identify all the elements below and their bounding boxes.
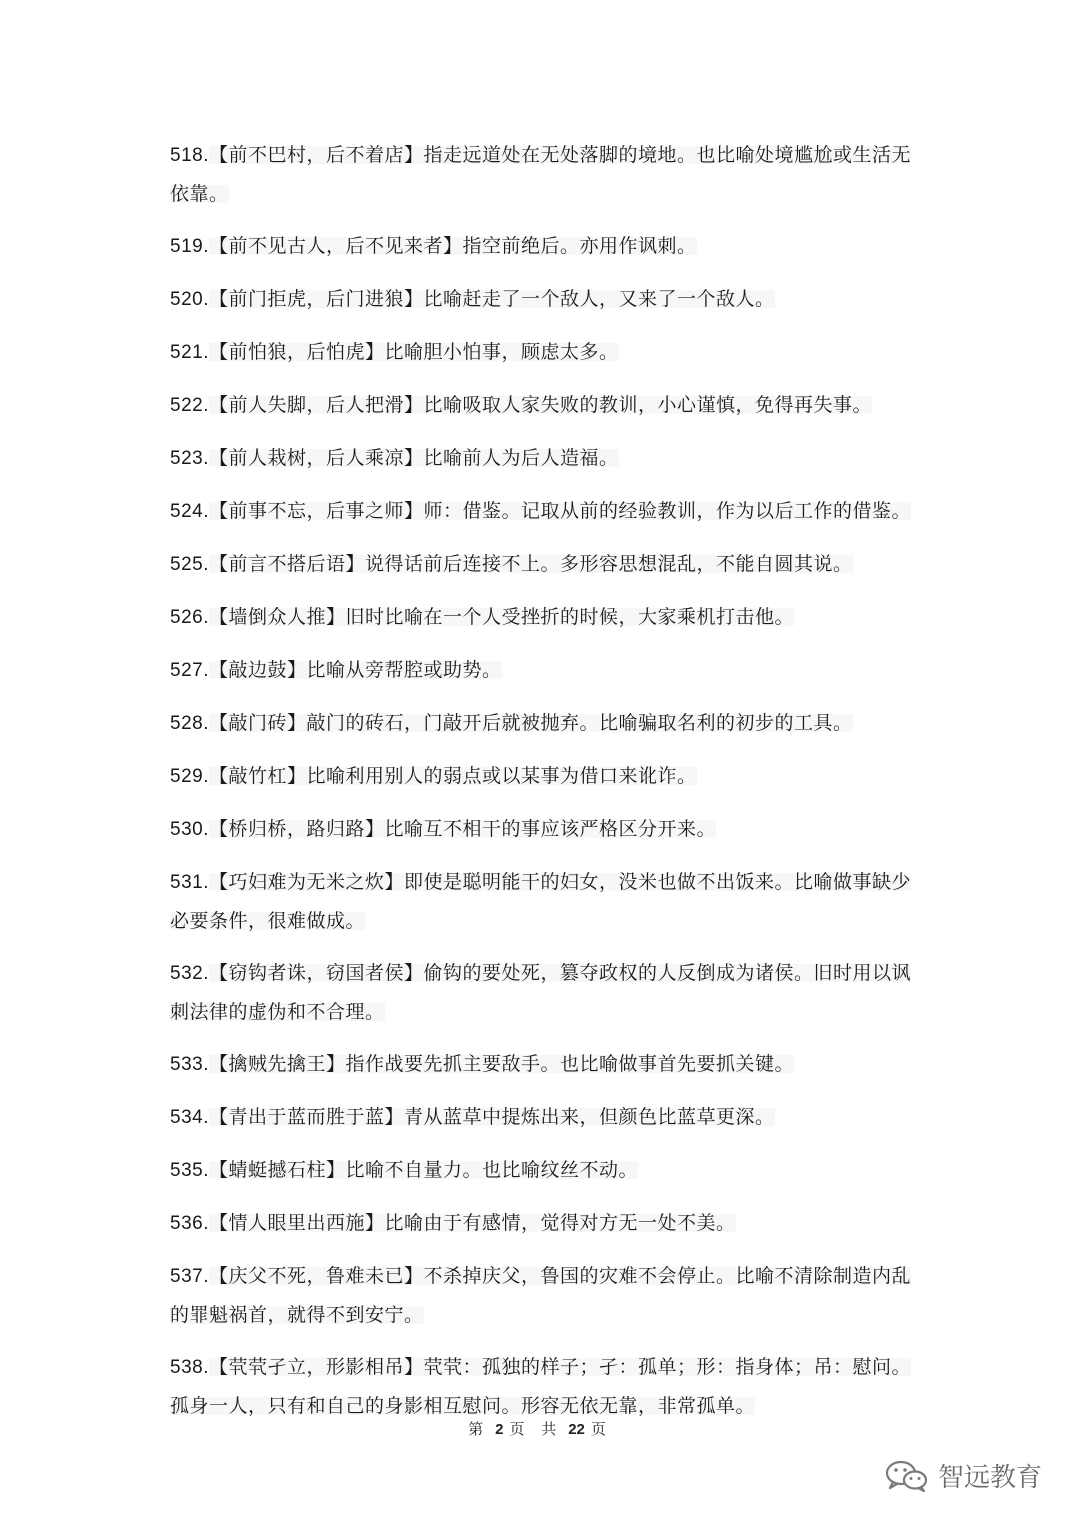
idiom-entry	[170, 545, 920, 584]
entry-text: 【桥归桥，路归路】比喻互不相干的事应该严格区分开来。	[208, 818, 716, 840]
idiom-entry	[170, 954, 920, 1031]
entry-number: 533.	[170, 1054, 209, 1075]
idiom-entry	[170, 1204, 920, 1243]
idiom-entry	[170, 1151, 920, 1190]
entry-text: 【擒贼先擒王】指作战要先抓主要敌手。也比喻做事首先要抓关键。	[208, 1053, 794, 1075]
idiom-entry	[170, 1257, 920, 1334]
entry-text: 【敲竹杠】比喻利用别人的弱点或以某事为借口来讹诈。	[208, 765, 697, 787]
entry-text: 【巧妇难为无米之炊】即使是聪明能干的妇女，没米也做不出饭来。比喻做事缺少必要条件，很难做成。	[170, 871, 911, 932]
entry-number: 523.	[170, 448, 209, 469]
watermark-label: 智远教育	[938, 1463, 1043, 1493]
entry-text: 【敲门砖】敲门的砖石，门敲开后就被抛弃。比喻骗取名利的初步的工具。	[208, 712, 853, 734]
entry-text: 【前人栽树，后人乘凉】比喻前人为后人造福。	[208, 447, 619, 469]
entry-text: 【庆父不死，鲁难未已】不杀掉庆父，鲁国的灾难不会停止。比喻不清除制造内乱的罪魁祸首，就得不到安宁。	[170, 1265, 911, 1326]
entry-text: 【墙倒众人推】旧时比喻在一个人受挫折的时候，大家乘机打击他。	[208, 606, 794, 628]
document-body	[170, 136, 920, 1439]
entry-text: 【前不见古人，后不见来者】指空前绝后。亦用作讽刺。	[208, 235, 697, 257]
entry-text: 【青出于蓝而胜于蓝】青从蓝草中提炼出来，但颜色比蓝草更深。	[208, 1106, 775, 1128]
idiom-entry	[170, 136, 920, 213]
idiom-entry	[170, 704, 920, 743]
idiom-entry	[170, 1348, 920, 1425]
idiom-entry	[170, 227, 920, 266]
footer-prefix: 第	[468, 1420, 490, 1438]
idiom-entry	[170, 280, 920, 319]
entry-text: 【前不巴村，后不着店】指走远道处在无处落脚的境地。也比喻处境尴尬或生活无依靠。	[170, 144, 911, 205]
idiom-entry	[170, 757, 920, 796]
entry-number: 520.	[170, 289, 209, 310]
entry-number: 518.	[170, 145, 209, 166]
footer-middle: 页 共	[509, 1420, 563, 1438]
entry-text: 【敲边鼓】比喻从旁帮腔或助势。	[208, 659, 502, 681]
footer-page-number: 2	[495, 1421, 504, 1438]
entry-number: 537.	[170, 1266, 209, 1287]
entry-number: 535.	[170, 1160, 209, 1181]
entry-text: 【前言不搭后语】说得话前后连接不上。多形容思想混乱，不能自圆其说。	[208, 553, 853, 575]
entry-text: 【前怕狼，后怕虎】比喻胆小怕事，顾虑太多。	[208, 341, 619, 363]
watermark	[884, 1457, 1042, 1494]
entry-text: 【前人失脚，后人把滑】比喻吸取人家失败的教训，小心谨慎，免得再失事。	[208, 394, 872, 416]
entry-number: 521.	[170, 342, 209, 363]
entry-text: 【茕茕孑立，形影相吊】茕茕：孤独的样子；孑：孤单；形：指身体；吊：慰问。孤身一人，只有和自己的身影相互慰问。形容无依无靠，非常孤单。	[170, 1356, 911, 1417]
entry-text: 【窃钩者诛，窃国者侯】偷钩的要处死，篡夺政权的人反倒成为诸侯。旧时用以讽刺法律的虚伪和不合理。	[170, 962, 911, 1023]
idiom-entry	[170, 492, 920, 531]
entry-number: 529.	[170, 766, 209, 787]
entry-text: 【前事不忘，后事之师】师：借鉴。记取从前的经验教训，作为以后工作的借鉴。	[208, 500, 911, 522]
idiom-entry	[170, 1045, 920, 1084]
entry-number: 538.	[170, 1357, 209, 1378]
entry-number: 522.	[170, 395, 209, 416]
entry-number: 536.	[170, 1213, 209, 1234]
entry-number: 526.	[170, 607, 209, 628]
footer-total-pages: 22	[568, 1421, 585, 1438]
idiom-entry	[170, 651, 920, 690]
entry-number: 524.	[170, 501, 209, 522]
entry-number: 527.	[170, 660, 209, 681]
idiom-entry	[170, 1098, 920, 1137]
wechat-icon	[884, 1459, 930, 1493]
entry-number: 532.	[170, 963, 209, 984]
idiom-entry	[170, 333, 920, 372]
idiom-entry	[170, 439, 920, 478]
idiom-entry	[170, 863, 920, 940]
entry-number: 525.	[170, 554, 209, 575]
entry-number: 530.	[170, 819, 209, 840]
idiom-entry	[170, 386, 920, 425]
entry-number: 531.	[170, 872, 209, 893]
entry-number: 519.	[170, 236, 209, 257]
entry-number: 534.	[170, 1107, 209, 1128]
entry-text: 【前门拒虎，后门进狼】比喻赶走了一个敌人，又来了一个敌人。	[208, 288, 775, 310]
entry-text: 【情人眼里出西施】比喻由于有感情，觉得对方无一处不美。	[208, 1212, 736, 1234]
footer-suffix: 页	[590, 1420, 612, 1438]
page-footer	[0, 1418, 1080, 1439]
idiom-entry	[170, 810, 920, 849]
entry-text: 【蜻蜓撼石柱】比喻不自量力。也比喻纹丝不动。	[208, 1159, 638, 1181]
entry-number: 528.	[170, 713, 209, 734]
idiom-entry	[170, 598, 920, 637]
